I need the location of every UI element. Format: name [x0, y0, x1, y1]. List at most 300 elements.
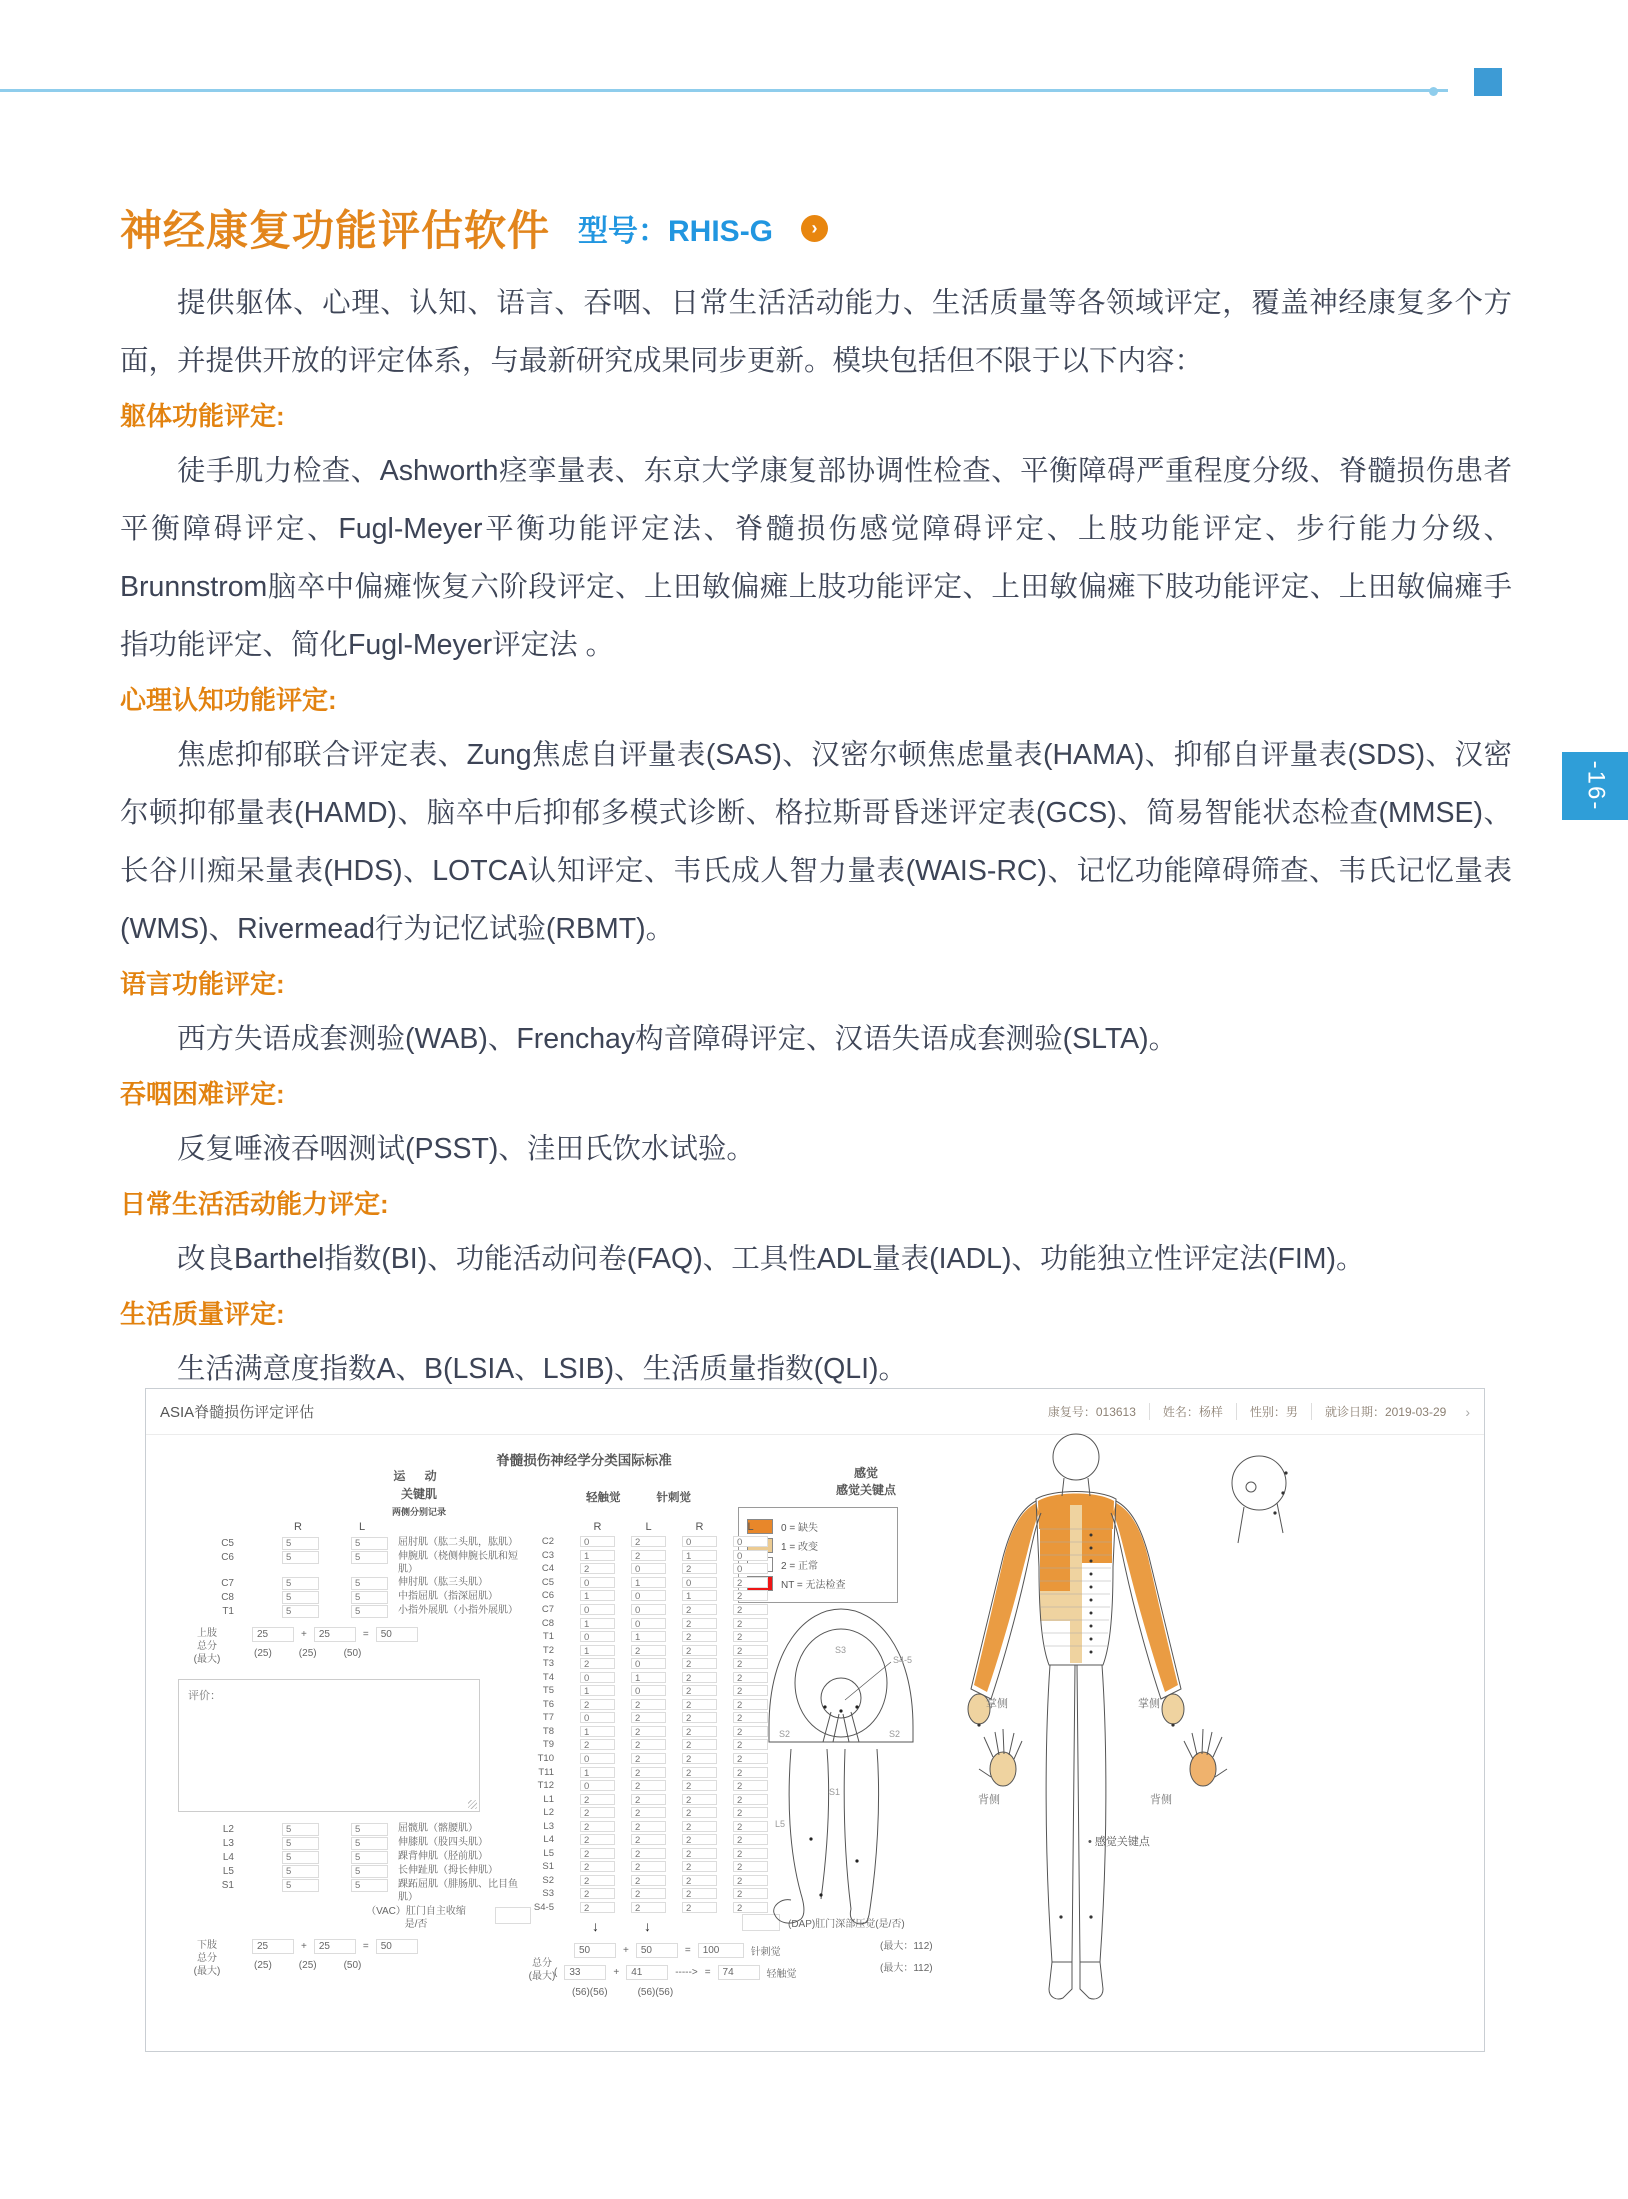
sensory-level-label: C2 [541, 1536, 554, 1548]
lt-right-input[interactable]: 0 [580, 1753, 615, 1764]
plus-sign: + [301, 1629, 307, 1640]
pp-right-input[interactable]: 0 [682, 1577, 717, 1588]
sensory-level-label: T12 [537, 1780, 554, 1792]
total-input[interactable]: 25 [252, 1627, 294, 1642]
motor-muscle-label: 踝跖屈肌（腓肠肌、比目鱼肌） [398, 1879, 518, 1903]
pp-right-input[interactable]: 2 [682, 1618, 717, 1629]
motor-score-input-left[interactable]: 5 [351, 1865, 388, 1878]
sensory-level-label: T11 [538, 1766, 554, 1778]
section-body: 焦虑抑郁联合评定表、Zung焦虑自评量表(SAS)、汉密尔顿焦虑量表(HAMA)、抑郁自评量表(SDS)、汉密尔顿抑郁量表(HAMD)、脑卒中后抑郁多模式诊断、格拉斯哥昏迷评定表(GCS)、简易智能状态检查(MMSE)、长谷川痴呆量表(HDS)、LOTCA认知评定、韦氏成人智力量表(WAIS-RC)、记忆功能障碍筛查、韦氏记忆量表(WMS)、Rivermead行为记忆试验(RBMT)。 [120, 739, 1512, 945]
lt-right-input[interactable]: 2 [580, 1848, 615, 1859]
light-touch-label: 轻触觉 [586, 1492, 621, 1504]
lower-total-values [252, 1939, 418, 1978]
pp-left-input[interactable]: 2 [733, 1712, 768, 1723]
lower-label: 下肢 [197, 1940, 217, 1951]
pp-left-input[interactable]: 2 [733, 1726, 768, 1737]
section-heading: 吞咽困难评定: [120, 1079, 285, 1109]
max-value: (56)(56) [637, 1987, 674, 1998]
motor-table-lower [176, 1823, 532, 1905]
pp-left-input[interactable]: 2 [733, 1739, 768, 1750]
lt-left-input[interactable]: 0 [631, 1590, 666, 1601]
header-square [1474, 68, 1502, 96]
motor-level-label: L3 [222, 1838, 234, 1849]
sensory-level-label: C5 [541, 1576, 554, 1588]
pp-right-input[interactable]: 2 [682, 1834, 717, 1845]
sensory-row [516, 1819, 768, 1833]
motor-level-label: L4 [222, 1852, 234, 1863]
bullet-icon: • [1088, 1836, 1092, 1848]
sensory-max-row [572, 1987, 673, 1998]
sensory-level-label: S3 [542, 1888, 554, 1900]
lighttouch-label: 轻触觉 [766, 1969, 797, 1980]
lt-left-input[interactable]: 2 [631, 1767, 666, 1778]
lt-right-input[interactable]: 0 [580, 1780, 615, 1791]
lt-right-input[interactable]: 0 [580, 1577, 615, 1588]
total-input[interactable]: 50 [636, 1943, 678, 1958]
sensory-table-header [516, 1521, 768, 1533]
plus-sign: + [613, 1967, 620, 1978]
pp-right-input[interactable]: 2 [682, 1861, 717, 1872]
motor-score-input-right[interactable]: 5 [282, 1879, 319, 1892]
lt-right-input[interactable]: 2 [580, 1861, 615, 1872]
col-left: L [645, 1521, 652, 1533]
s1-label: S1 [829, 1787, 841, 1797]
legend-label: 2 = 正常 [781, 1561, 818, 1572]
upper-total-equation [252, 1627, 418, 1642]
pp-right-input[interactable]: 2 [682, 1645, 717, 1656]
down-arrow-icon: ↓ [592, 1918, 599, 1934]
lt-right-input[interactable]: 1 [580, 1726, 615, 1737]
sensory-table [516, 1521, 768, 1914]
motor-score-input-right[interactable]: 5 [282, 1823, 319, 1836]
upper-total-max [252, 1648, 418, 1659]
lt-right-input[interactable]: 1 [580, 1550, 615, 1561]
motor-score-input-left[interactable]: 5 [351, 1605, 388, 1618]
motor-score-input-left[interactable]: 5 [351, 1537, 388, 1550]
motor-row [176, 1577, 532, 1590]
lt-left-input[interactable]: 1 [631, 1631, 666, 1642]
motor-level-label: L2 [222, 1824, 234, 1835]
sensory-level-label: T4 [542, 1671, 554, 1683]
pp-left-input[interactable]: 2 [733, 1834, 768, 1845]
motor-muscle-label: 踝背伸肌（胫前肌） [398, 1851, 488, 1862]
doc-section [120, 390, 1512, 674]
pp-right-input[interactable]: 2 [682, 1821, 717, 1832]
max-label: (最大) [193, 1966, 221, 1977]
patient-info-item: 姓名：杨样 [1149, 1403, 1236, 1420]
vac-label-line2: 是/否 [404, 1919, 428, 1930]
sensory-level-label: T2 [542, 1644, 554, 1656]
motor-muscle-label: 伸膝肌（股四头肌） [398, 1837, 488, 1848]
pp-left-input[interactable]: 2 [733, 1794, 768, 1805]
lt-left-input[interactable]: 0 [631, 1658, 666, 1669]
col-right: R [593, 1521, 602, 1533]
motor-level-label: C5 [221, 1538, 234, 1549]
pp-right-input[interactable]: 2 [682, 1726, 717, 1737]
page-title: 神经康复功能评估软件 [120, 207, 551, 254]
col-right: R [294, 1521, 302, 1533]
motor-score-input-right[interactable]: 5 [282, 1591, 319, 1604]
down-arrow-icon: ↓ [644, 1918, 651, 1934]
motor-level-label: C6 [221, 1552, 234, 1563]
sensory-row [516, 1860, 768, 1874]
motor-level-label: L5 [222, 1866, 234, 1877]
pp-right-input[interactable]: 2 [682, 1604, 717, 1615]
doc-section [120, 1288, 1512, 1398]
sensory-level-label: T9 [542, 1739, 554, 1751]
total-sum: 74 [718, 1965, 760, 1980]
sensory-row [516, 1670, 768, 1684]
lt-left-input[interactable]: 2 [631, 1536, 666, 1547]
lt-right-input[interactable]: 0 [580, 1672, 615, 1683]
pp-right-input[interactable]: 2 [682, 1631, 717, 1642]
doc-section [120, 1178, 1512, 1288]
pp-left-input[interactable]: 2 [733, 1888, 768, 1899]
doc-section [120, 958, 1512, 1068]
pp-left-input[interactable]: 2 [733, 1699, 768, 1710]
lt-right-input[interactable]: 2 [580, 1807, 615, 1818]
pp-left-input[interactable]: 2 [733, 1902, 768, 1913]
motor-muscle-label: 伸腕肌（桡侧伸腕长肌和短肌） [398, 1551, 518, 1575]
max-value: (25) [254, 1648, 272, 1659]
lt-left-input[interactable]: 0 [631, 1563, 666, 1574]
asia-assessment-panel [145, 1388, 1485, 2052]
lt-left-input[interactable]: 2 [631, 1875, 666, 1886]
vac-label [351, 1905, 481, 1931]
record-both-sides-label: 两侧分别记录 [391, 1507, 446, 1517]
pp-right-input[interactable]: 1 [682, 1590, 717, 1601]
sensory-level-label: C4 [541, 1563, 554, 1575]
model-label: 型号：RHIS-G [578, 215, 774, 248]
motor-row [176, 1605, 532, 1618]
sections [120, 390, 1512, 1398]
lt-right-input[interactable]: 1 [580, 1645, 615, 1656]
lower-limb-total [176, 1939, 418, 1978]
lt-left-input[interactable]: 0 [631, 1685, 666, 1696]
pp-right-input[interactable]: 2 [682, 1875, 717, 1886]
sensory-level-label: L1 [543, 1793, 554, 1805]
motor-section-header [359, 1467, 479, 1518]
pinprick-label: 针刺觉 [750, 1947, 781, 1958]
total-input[interactable]: 50 [574, 1943, 616, 1958]
col-right: R [695, 1521, 704, 1533]
total-input[interactable]: 41 [626, 1965, 668, 1980]
header-dot [1429, 87, 1438, 96]
motor-row [176, 1865, 532, 1878]
lt-left-input[interactable]: 2 [631, 1726, 666, 1737]
sensory-row [516, 1765, 768, 1779]
lt-left-input[interactable]: 0 [631, 1604, 666, 1615]
max-value: (25) [254, 1960, 272, 1971]
sensory-row [516, 1833, 768, 1847]
pp-left-input[interactable]: 2 [733, 1753, 768, 1764]
pp-left-input[interactable]: 2 [733, 1577, 768, 1588]
pp-left-input[interactable]: 2 [733, 1618, 768, 1629]
sensory-level-label: C8 [541, 1617, 554, 1629]
body-dermatome-figure [941, 1417, 1331, 2042]
section-heading: 躯体功能评定: [120, 401, 285, 431]
lt-right-input[interactable]: 0 [580, 1631, 615, 1642]
legend-label: NT = 无法检查 [781, 1580, 846, 1591]
sensory-row [516, 1549, 768, 1563]
lt-left-input[interactable]: 2 [631, 1550, 666, 1561]
doc-section [120, 1068, 1512, 1178]
total-label: 总分 [197, 1953, 217, 1964]
plus-sign: + [301, 1941, 307, 1952]
motor-table-header [176, 1521, 532, 1533]
lt-right-input[interactable]: 0 [580, 1536, 615, 1547]
max-value: (50) [343, 1648, 362, 1659]
motor-score-input-left[interactable]: 5 [351, 1837, 388, 1850]
chevron-right-icon[interactable]: › [801, 215, 828, 242]
sensory-row [516, 1535, 768, 1549]
lt-right-input[interactable]: 2 [580, 1834, 615, 1845]
pp-left-input[interactable]: 0 [733, 1536, 768, 1547]
lt-left-input[interactable]: 1 [631, 1577, 666, 1588]
lt-right-input[interactable]: 2 [580, 1658, 615, 1669]
motor-row [176, 1837, 532, 1850]
pp-left-input[interactable]: 2 [733, 1658, 768, 1669]
motor-score-input-left[interactable]: 5 [351, 1577, 388, 1590]
pp-right-input[interactable]: 2 [682, 1753, 717, 1764]
pp-right-input[interactable]: 2 [682, 1902, 717, 1913]
legend-row [747, 1576, 889, 1591]
legend-row [747, 1557, 889, 1572]
sense-label: 感觉 [853, 1466, 878, 1480]
motor-row [176, 1537, 532, 1550]
sense-keypoints-label: 感觉关键点 [835, 1483, 896, 1497]
motor-muscle-label: 屈肘肌（肱二头肌，肱肌） [398, 1537, 518, 1548]
max-value: (56)(56) [572, 1987, 608, 1998]
motor-score-input-left[interactable]: 5 [351, 1851, 388, 1864]
pinprick-total-row [574, 1943, 781, 1958]
pp-left-input[interactable]: 2 [733, 1685, 768, 1696]
lt-right-input[interactable]: 2 [580, 1739, 615, 1750]
lt-left-input[interactable]: 2 [631, 1848, 666, 1859]
vac-row [351, 1905, 531, 1931]
lt-left-input[interactable]: 0 [631, 1618, 666, 1629]
sensory-level-label: L3 [543, 1820, 554, 1832]
upper-total-values [252, 1627, 418, 1666]
sensory-row [516, 1779, 768, 1793]
evaluation-textarea[interactable] [178, 1679, 480, 1812]
sensory-row [516, 1752, 768, 1766]
sensory-level-label: T6 [542, 1698, 554, 1710]
lt-right-input[interactable]: 2 [580, 1875, 615, 1886]
motor-level-label: C8 [221, 1592, 234, 1603]
pp-right-input[interactable]: 0 [682, 1536, 717, 1547]
pp-left-input[interactable]: 2 [733, 1807, 768, 1818]
patient-info-item: 就诊日期：2019-03-29 [1311, 1403, 1459, 1420]
pin-prick-label: 针刺觉 [656, 1492, 691, 1504]
pp-right-input[interactable]: 2 [682, 1685, 717, 1696]
motor-score-input-right[interactable]: 5 [282, 1851, 319, 1864]
pp-left-input[interactable]: 2 [733, 1590, 768, 1601]
sensory-level-label: S2 [542, 1874, 554, 1886]
pp-left-input[interactable]: 2 [733, 1875, 768, 1886]
l5-label: L5 [775, 1819, 786, 1829]
pp-right-input[interactable]: 2 [682, 1780, 717, 1791]
patient-info-item: 康复号：013613 [1047, 1405, 1136, 1419]
lt-left-input[interactable]: 2 [631, 1834, 666, 1845]
lt-right-input[interactable]: 1 [580, 1767, 615, 1778]
motor-row [176, 1551, 532, 1576]
motor-score-input-right[interactable]: 5 [282, 1837, 319, 1850]
section-body: 生活满意度指数A、B(LSIA、LSIB)、生活质量指数(QLI)。 [177, 1353, 907, 1385]
pp-right-input[interactable]: 2 [682, 1807, 717, 1818]
total-sum: 50 [376, 1627, 418, 1642]
lt-right-input[interactable]: 0 [580, 1712, 615, 1723]
section-body: 改良Barthel指数(BI)、功能活动问卷(FAQ)、工具性ADL量表(IADL)、功能独立性评定法(FIM)。 [177, 1243, 1365, 1275]
max-112-label: (最大：112) [880, 1941, 933, 1952]
lt-right-input[interactable]: 2 [580, 1699, 615, 1710]
lt-left-input[interactable]: 2 [631, 1821, 666, 1832]
lt-left-input[interactable]: 2 [631, 1712, 666, 1723]
motor-score-input-right[interactable]: 5 [282, 1537, 319, 1550]
lt-right-input[interactable]: 1 [580, 1590, 615, 1601]
pp-right-input[interactable]: 2 [682, 1794, 717, 1805]
motor-row [176, 1851, 532, 1864]
sensory-level-label: L5 [543, 1847, 554, 1859]
sensory-row [516, 1792, 768, 1806]
lt-left-input[interactable]: 1 [631, 1672, 666, 1683]
pp-right-input[interactable]: 2 [682, 1888, 717, 1899]
motor-score-input-left[interactable]: 5 [351, 1551, 388, 1564]
motor-score-input-right[interactable]: 5 [282, 1865, 319, 1878]
pp-right-input[interactable]: 2 [682, 1672, 717, 1683]
motor-score-input-right[interactable]: 5 [282, 1605, 319, 1618]
total-input[interactable]: 33 [564, 1965, 606, 1980]
motor-score-input-left[interactable]: 5 [351, 1591, 388, 1604]
title-row [120, 198, 1512, 258]
pp-left-input[interactable]: 2 [733, 1767, 768, 1778]
motor-rows-lower [176, 1823, 532, 1904]
sensory-row [516, 1847, 768, 1861]
lt-left-input[interactable]: 2 [631, 1807, 666, 1818]
motor-score-input-left[interactable]: 5 [351, 1879, 388, 1892]
sensory-row [516, 1643, 768, 1657]
motor-score-input-left[interactable]: 5 [351, 1823, 388, 1836]
lt-left-input[interactable]: 2 [631, 1888, 666, 1899]
sensory-level-label: C7 [541, 1604, 554, 1615]
lt-left-input[interactable]: 2 [631, 1861, 666, 1872]
lt-left-input[interactable]: 2 [631, 1902, 666, 1913]
sensory-row [516, 1725, 768, 1739]
intro-paragraph: 提供躯体、心理、认知、语言、吞咽、日常生活活动能力、生活质量等各领域评定，覆盖神经康复多个方面，并提供开放的评定体系，与最新研究成果同步更新。模块包括但不限于以下内容： [120, 287, 1512, 377]
pp-right-input[interactable]: 2 [682, 1848, 717, 1859]
upper-limb-total [176, 1627, 418, 1666]
motor-score-input-right[interactable]: 5 [282, 1577, 319, 1590]
motor-muscle-label: 伸肘肌（肱三头肌） [398, 1577, 488, 1588]
pp-left-input[interactable]: 2 [733, 1631, 768, 1642]
sensory-row [516, 1562, 768, 1576]
sensory-level-label: T7 [542, 1712, 554, 1724]
patient-info-item: 性别：男 [1236, 1403, 1311, 1420]
lt-left-input[interactable]: 2 [631, 1753, 666, 1764]
sensory-level-label: T1 [542, 1631, 554, 1643]
motor-level-label: S1 [221, 1880, 234, 1891]
pp-right-input[interactable]: 2 [682, 1658, 717, 1669]
pp-left-input[interactable]: 2 [733, 1672, 768, 1683]
legend-label: 1 = 改变 [781, 1542, 818, 1553]
lt-right-input[interactable]: 2 [580, 1888, 615, 1899]
total-input[interactable]: 25 [314, 1939, 356, 1954]
motor-muscle-label: 小指外展肌（小指外展肌） [398, 1605, 518, 1616]
pp-left-input[interactable]: 2 [733, 1861, 768, 1872]
total-input[interactable]: 25 [314, 1627, 356, 1642]
lt-right-input[interactable]: 2 [580, 1821, 615, 1832]
pp-left-input[interactable]: 0 [733, 1550, 768, 1561]
pp-right-input[interactable]: 1 [682, 1550, 717, 1561]
pp-left-input[interactable]: 2 [733, 1604, 768, 1615]
pp-right-input[interactable]: 2 [682, 1563, 717, 1574]
col-left: L [747, 1521, 754, 1533]
max-value: (50) [343, 1960, 362, 1971]
motor-muscle-label: 长伸趾肌（拇长伸肌） [398, 1865, 498, 1876]
total-sum: 50 [376, 1939, 418, 1954]
lt-right-input[interactable]: 1 [580, 1685, 615, 1696]
motor-score-input-right[interactable]: 5 [282, 1551, 319, 1564]
lt-right-input[interactable]: 2 [580, 1563, 615, 1574]
total-sum: 100 [698, 1943, 744, 1958]
pp-right-input[interactable]: 2 [682, 1699, 717, 1710]
pp-left-input[interactable]: 2 [733, 1848, 768, 1859]
sensory-row [516, 1576, 768, 1590]
motor-level-label: T1 [222, 1606, 234, 1617]
total-input[interactable]: 25 [252, 1939, 294, 1954]
lt-right-input[interactable]: 2 [580, 1902, 615, 1913]
col-left: L [358, 1521, 366, 1533]
max-label: (最大) [193, 1654, 221, 1665]
lt-left-input[interactable]: 2 [631, 1739, 666, 1750]
sensory-level-label: C3 [541, 1549, 554, 1561]
upper-total-label [176, 1627, 238, 1666]
pp-left-input[interactable]: 2 [733, 1780, 768, 1791]
sensory-column-headers [586, 1489, 691, 1505]
panel-chevron-icon[interactable]: › [1465, 1403, 1470, 1420]
upper-label: 上肢 [197, 1628, 217, 1639]
pp-left-input[interactable]: 0 [733, 1563, 768, 1574]
paren: ( [554, 1967, 558, 1978]
total-label: 总分 [197, 1641, 217, 1652]
lt-right-input[interactable]: 0 [580, 1604, 615, 1615]
section-heading: 日常生活活动能力评定: [120, 1189, 389, 1219]
sensory-keypoint-label: 感觉关键点 [1094, 1836, 1150, 1848]
pp-right-input[interactable]: 2 [682, 1739, 717, 1750]
doc-section [120, 674, 1512, 958]
pp-left-input[interactable]: 2 [733, 1645, 768, 1656]
sensory-row [516, 1603, 768, 1617]
arrow-dashes: -----> [675, 1967, 698, 1978]
lt-left-input[interactable]: 2 [631, 1699, 666, 1710]
lt-left-input[interactable]: 2 [631, 1780, 666, 1791]
lt-left-input[interactable]: 2 [631, 1794, 666, 1805]
lt-right-input[interactable]: 1 [580, 1618, 615, 1629]
total-label: 总分 [532, 1958, 552, 1969]
back-side-label: 背侧 [978, 1794, 1000, 1806]
pp-right-input[interactable]: 2 [682, 1767, 717, 1778]
sensory-level-label: S1 [542, 1861, 554, 1873]
lt-right-input[interactable]: 2 [580, 1794, 615, 1805]
equals-sign: = [684, 1945, 691, 1956]
lt-left-input[interactable]: 2 [631, 1645, 666, 1656]
sensory-level-label: L2 [543, 1807, 554, 1819]
section-body: 徒手肌力检查、Ashworth痉挛量表、东京大学康复部协调性检查、平衡障碍严重程度分级、脊髓损伤患者平衡障碍评定、Fugl-Meyer平衡功能评定法、脊髓损伤感觉障碍评定、上肢功能评定、步行能力分级、Brunnstrom脑卒中偏瘫恢复六阶段评定、上田敏偏瘫上肢功能评定、上田敏偏瘫下肢功能评定、上田敏偏瘫手指功能评定、简化Fugl-Meyer评定法 。 [120, 455, 1512, 661]
pp-right-input[interactable]: 2 [682, 1712, 717, 1723]
equals-sign: = [362, 1941, 369, 1952]
motor-muscle-label: 屈髋肌（髂腰肌） [398, 1823, 478, 1834]
pp-left-input[interactable]: 2 [733, 1821, 768, 1832]
